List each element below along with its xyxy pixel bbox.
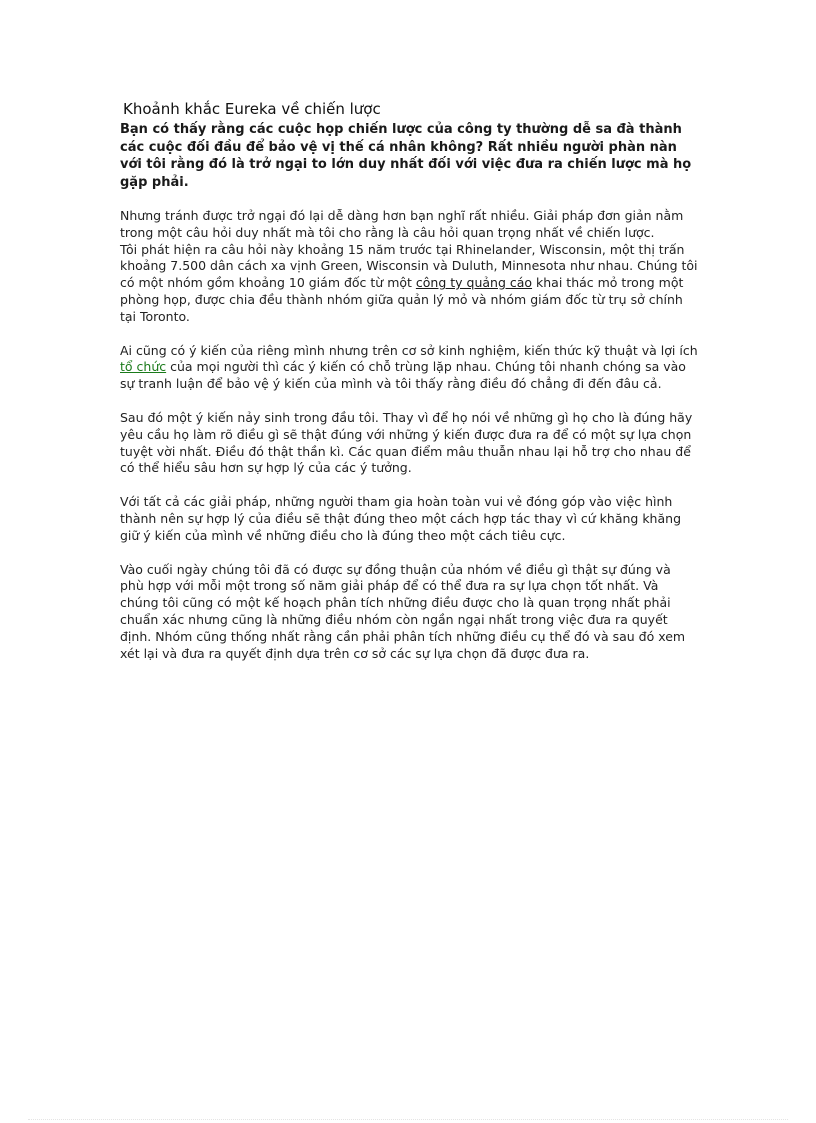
paragraph-4: Sau đó một ý kiến nảy sinh trong đầu tôi. Thay vì để họ nói về những gì họ cho là đúng hãy yêu cầu họ làm rõ điều gì sẽ thật đúng với những ý kiến được đưa ra để có một sự lựa chọn tuyệt vời nhất. Điều đó thật thần kì. Các quan điểm mâu thuẫn nhau lại hỗ trợ cho nhau để có thể hiểu sâu hơn sự hợp lý của các ý tưởng. <box>120 409 693 476</box>
paragraph-3 <box>120 343 698 393</box>
page-footer-divider <box>28 1119 788 1120</box>
paragraph-5: Với tất cả các giải pháp, những người tham gia hoàn toàn vui vẻ đóng góp vào việc hình thành nên sự hợp lý của điều sẽ thật đúng theo một cách hợp tác thay vì cứ khăng khăng giữ ý kiến của mình về những điều cho là đúng theo một cách tiêu cực. <box>120 494 681 543</box>
paragraph-1: Nhưng tránh được trở ngại đó lại dễ dàng hơn bạn nghĩ rất nhiều. Giải pháp đơn giản nằm trong một câu hỏi duy nhất mà tôi cho rằng là câu hỏi quan trọng nhất về chiến lược. <box>120 208 684 240</box>
article-body <box>120 100 698 679</box>
paragraph-2-text-end: khai thác mỏ trong một phòng họp, được chia đều thành nhóm giữa quản lý mỏ và nhóm giám đốc từ trụ sở chính tại Toronto. <box>120 275 684 324</box>
article-lead: Bạn có thấy rằng các cuộc họp chiến lược của công ty thường dễ sa đà thành các cuộc đối đầu để bảo vệ vị thế cá nhân không? Rất nhiều người phàn nàn với tôi rằng đó là trở ngại to lớn duy nhất đối với việc đưa ra chiến lược mà họ gặp phải. <box>120 122 692 190</box>
paragraph-3-text-end: của mọi người thì các ý kiến có chỗ trùng lặp nhau. Chúng tôi nhanh chóng sa vào sự tranh luận để bảo vệ ý kiến của mình và tôi thấy rằng điều đó chẳng đi đến đâu cả. <box>120 359 686 392</box>
organization-link[interactable]: tổ chức <box>120 359 167 375</box>
paragraph-3-text-start: Ai cũng có ý kiến của riêng mình nhưng trên cơ sở kinh nghiệm, kiến thức kỹ thuật và lợi ích <box>120 342 698 358</box>
paragraph-2-text-start: Tôi phát hiện ra câu hỏi này khoảng 15 năm trước tại Rhinelander, Wisconsin, một thị trấn khoảng 7.500 dân cách xa vịnh Green, Wisconsin và Duluth, Minnesota như nhau. Chúng tôi có một nhóm gồm khoảng 10 giám đốc từ một <box>120 241 698 291</box>
advertising-company-link[interactable]: công ty quảng cáo <box>415 275 533 291</box>
paragraph-2 <box>120 242 698 326</box>
article-title: Khoảnh khắc Eureka về chiến lược <box>123 100 381 118</box>
paragraph-6: Vào cuối ngày chúng tôi đã có được sự đồng thuận của nhóm về điều gì thật sự đúng và phù hợp với mỗi một trong số năm giải pháp để có thể đưa ra sự lựa chọn tốt nhất. Và chúng tôi cũng có một kế hoạch phân tích những điều được cho là quan trọng nhất phải chuẩn xác nhưng cũng là những điều nhóm còn ngần ngại nhất trong việc đưa ra quyết định. Nhóm cũng thống nhất rằng cần phải phân tích những điều cụ thể đó và sau đó xem xét lại và đưa ra quyết định dựa trên cơ sở các sự lựa chọn đã được đưa ra. <box>120 561 686 661</box>
